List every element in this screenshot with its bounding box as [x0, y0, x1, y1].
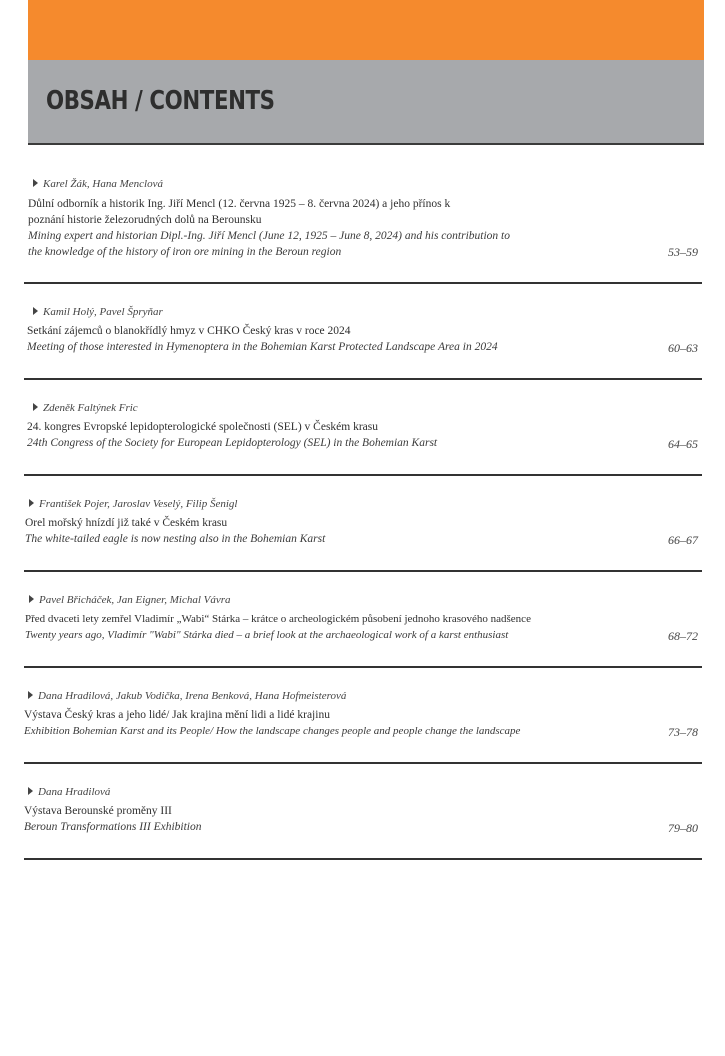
authors-text: Dana Hradilová, Jakub Vodička, Irena Benková, Hana Hofmeisterová: [38, 690, 347, 702]
title-english: Exhibition Bohemian Karst and its People/ How the landscape changes people and people change the landscape: [24, 725, 521, 737]
entry-titles: [28, 196, 510, 260]
entry-authors: [28, 690, 346, 702]
bullet-triangle-icon: [28, 787, 33, 795]
toc-entry[interactable]: [24, 592, 702, 668]
page-range: 53–59: [668, 245, 698, 259]
title-czech: Výstava Český kras a jeho lidé/ Jak krajina mění lidi a lidé krajinu: [24, 709, 330, 721]
toc-entry[interactable]: [24, 496, 702, 572]
entry-authors: [28, 786, 110, 798]
bullet-triangle-icon: [33, 403, 38, 411]
orange-header-band: [28, 0, 704, 60]
contents-header-band: [28, 60, 704, 145]
page-title: OBSAH / CONTENTS: [46, 86, 275, 116]
bullet-triangle-icon: [29, 595, 34, 603]
title-czech: Důlní odborník a historik Ing. Jiří Mencl (12. června 1925 – 8. června 2024) a jeho přínos k poznání historie železorudných dolů na Berounsku: [28, 198, 451, 226]
title-english: Beroun Transformations III Exhibition: [24, 821, 202, 833]
page-range: 73–78: [668, 725, 698, 739]
entry-titles: [24, 707, 644, 739]
title-czech: Setkání zájemců o blanokřídlý hmyz v CHKO Český kras v roce 2024: [27, 325, 351, 337]
title-english: Mining expert and historian Dipl.-Ing. Jiří Mencl (June 12, 1925 – June 8, 2024) and his contribution to the knowledge of the history of iron ore mining in the Beroun region: [28, 230, 510, 258]
toc-entry[interactable]: [24, 688, 702, 764]
entry-authors: [33, 402, 138, 414]
title-english: 24th Congress of the Society for European Lepidopterology (SEL) in the Bohemian Karst: [27, 437, 438, 449]
authors-text: Zdeněk Faltýnek Fric: [43, 402, 138, 414]
entry-authors: [33, 306, 163, 318]
divider: [24, 762, 702, 764]
divider: [24, 858, 702, 860]
divider: [24, 570, 702, 572]
toc-entry[interactable]: [24, 784, 702, 860]
title-czech: Výstava Berounské proměny III: [24, 805, 172, 817]
bullet-triangle-icon: [28, 691, 33, 699]
authors-text: František Pojer, Jaroslav Veselý, Filip Šenigl: [39, 498, 238, 510]
bullet-triangle-icon: [33, 307, 38, 315]
authors-text: Dana Hradilová: [38, 786, 111, 798]
title-english: Twenty years ago, Vladimír "Wabi" Stárka died – a brief look at the archaeological work of a karst enthusiast: [25, 629, 509, 641]
entry-authors: [33, 178, 163, 190]
page-range: 68–72: [668, 629, 698, 643]
title-czech: Před dvaceti lety zemřel Vladimír „Wabi“ Stárka – krátce o archeologickém působení jednoho krasového nadšence: [25, 613, 531, 625]
toc-entry[interactable]: [24, 304, 702, 380]
divider: [24, 666, 702, 668]
entry-titles: [25, 611, 645, 643]
toc-entry[interactable]: [24, 400, 702, 476]
authors-text: Karel Žák, Hana Menclová: [43, 178, 163, 190]
title-english: The white-tailed eagle is now nesting also in the Bohemian Karst: [25, 533, 326, 545]
entry-authors: [29, 498, 237, 510]
authors-text: Kamil Holý, Pavel Špryňar: [43, 306, 163, 318]
entry-titles: [24, 803, 634, 835]
divider: [24, 378, 702, 380]
title-czech: 24. kongres Evropské lepidopterologické společnosti (SEL) v Českém krasu: [27, 421, 378, 433]
page-range: 66–67: [668, 533, 698, 547]
divider: [24, 474, 702, 476]
entry-authors: [29, 594, 231, 606]
page-range: 79–80: [668, 821, 698, 835]
page-range: 60–63: [668, 341, 698, 355]
bullet-triangle-icon: [33, 179, 38, 187]
divider: [24, 282, 702, 284]
page-range: 64–65: [668, 437, 698, 451]
bullet-triangle-icon: [29, 499, 34, 507]
authors-text: Pavel Břicháček, Jan Eigner, Michal Vávra: [39, 594, 231, 606]
title-english: Meeting of those interested in Hymenoptera in the Bohemian Karst Protected Landscape Area in 2024: [27, 341, 498, 353]
title-czech: Orel mořský hnízdí již také v Českém krasu: [25, 517, 228, 529]
toc-entry[interactable]: [24, 176, 702, 284]
entry-titles: [25, 515, 635, 547]
entry-titles: [27, 419, 637, 451]
entry-titles: [27, 323, 637, 355]
